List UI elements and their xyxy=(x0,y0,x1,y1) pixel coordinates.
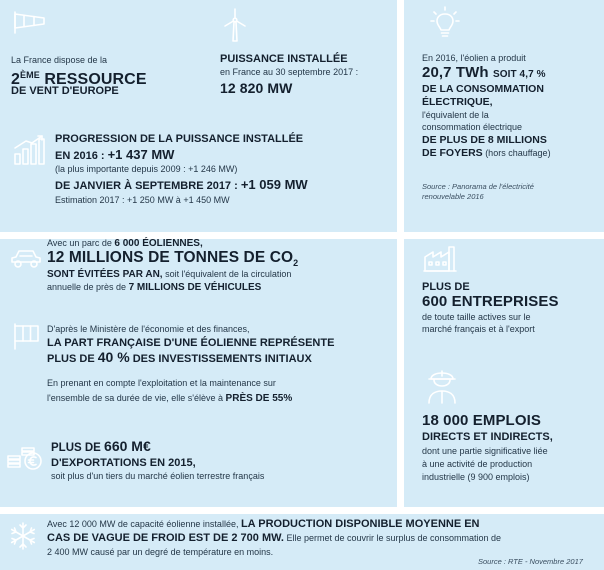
lifetime-share-text: l'ensemble de sa durée de vie, elle s'élève à xyxy=(47,393,226,403)
export-prefix: PLUS DE xyxy=(51,442,105,454)
production-equivalent-2: consommation électrique xyxy=(422,122,523,132)
resource-subtitle: DE VENT D'EUROPE xyxy=(11,85,119,97)
french-share-percent: 40 % xyxy=(97,349,130,365)
bar-chart-growth-icon xyxy=(12,134,46,166)
lifetime-share-value: PRÈS DE 55% xyxy=(225,393,293,404)
progression-2017-label: DE JANVIER À SEPTEMBRE 2017 : xyxy=(55,180,241,192)
french-share-value xyxy=(47,351,312,366)
companies-count: 600 ENTREPRISES xyxy=(422,293,559,310)
jobs-desc-2: à une activité de production xyxy=(422,459,533,469)
production-consumption: DE LA CONSOMMATION xyxy=(422,83,544,95)
lifetime-share xyxy=(47,393,292,405)
vehicles-line xyxy=(47,282,261,294)
companies-prefix: PLUS DE xyxy=(422,281,470,293)
jobs-count: 18 000 EMPLOIS xyxy=(422,412,541,429)
lifetime-intro: En prenant en compte l'exploitation et la maintenance sur xyxy=(47,378,276,388)
production-source-2: renouvelable 2016 xyxy=(422,192,484,201)
cold-wave-coverage: Elle permet de couvrir le surplus de consommation de xyxy=(283,533,502,543)
export-share: soit plus d'un tiers du marché éolien terrestre français xyxy=(51,471,265,481)
vehicles-count: 7 MILLIONS DE VÉHICULES xyxy=(128,282,262,293)
car-icon xyxy=(8,247,44,271)
jobs-desc-3: industrielle (9 900 emplois) xyxy=(422,472,530,482)
companies-desc-2: marché français et à l'export xyxy=(422,324,535,334)
production-equivalent: l'équivalent de la xyxy=(422,110,489,120)
cold-wave-value: CAS DE VAGUE DE FROID EST DE 2 700 MW. xyxy=(47,532,284,544)
french-share-title: LA PART FRANÇAISE D'UNE ÉOLIENNE REPRÉSENTE xyxy=(47,337,335,349)
lightbulb-icon xyxy=(428,5,462,41)
companies-desc-1: de toute taille actives sur le xyxy=(422,312,531,322)
co2-avoided xyxy=(47,250,298,271)
cold-wave-intro: Avec 12 000 MW de capacité éolienne installée, xyxy=(47,519,241,529)
installed-power-title: PUISSANCE INSTALLÉE xyxy=(220,53,348,65)
co2-per-year-bold: SONT ÉVITÉES PAR AN, xyxy=(47,269,163,280)
progression-2009-note: (la plus importante depuis 2009 : +1 246 MW) xyxy=(55,164,238,174)
co2-per-year xyxy=(47,269,291,281)
progression-2016-label: EN 2016 : xyxy=(55,150,108,162)
cold-wave-source: Source : RTE - Novembre 2017 xyxy=(478,557,583,566)
factory-icon xyxy=(422,243,458,273)
cold-wave-line-1 xyxy=(47,519,480,531)
co2-equivalent: soit l'équivalent de la circulation xyxy=(162,269,292,279)
installed-power-date: en France au 30 septembre 2017 : xyxy=(220,67,359,77)
export-year: D'EXPORTATIONS EN 2015, xyxy=(51,457,196,469)
households-note: (hors chauffage) xyxy=(482,148,551,158)
production-households: DE PLUS DE 8 MILLIONS xyxy=(422,134,547,146)
park-turbines: 6 000 ÉOLIENNES, xyxy=(114,238,203,249)
vehicles-intro: annuelle de près de xyxy=(47,282,129,292)
progression-2017 xyxy=(55,178,308,193)
export-amount: 660 M€ xyxy=(104,438,151,454)
production-source-1: Source : Panorama de l'électricité xyxy=(422,182,534,191)
progression-title: PROGRESSION DE LA PUISSANCE INSTALLÉE xyxy=(55,133,304,145)
progression-2016 xyxy=(55,148,174,163)
cold-wave-title: LA PRODUCTION DISPONIBLE MOYENNE EN xyxy=(240,518,480,530)
french-share-suffix: DES INVESTISSEMENTS INITIAUX xyxy=(129,353,312,365)
production-intro: En 2016, l'éolien a produit xyxy=(422,53,526,63)
production-share: SOIT 4,7 % xyxy=(492,69,546,80)
resource-rank-number: 2 xyxy=(11,71,20,88)
households-bold: DE FOYERS xyxy=(422,147,483,159)
resource-rank-suffix: ÈME xyxy=(20,70,40,80)
worker-helmet-icon xyxy=(425,366,459,404)
progression-2016-value: +1 437 MW xyxy=(107,147,175,162)
snowflake-icon xyxy=(8,521,38,551)
export-value xyxy=(51,440,151,455)
wind-turbine-icon xyxy=(220,8,250,42)
production-households-2 xyxy=(422,148,551,160)
park-intro-text: Avec un parc de xyxy=(47,238,115,248)
jobs-type: DIRECTS ET INDIRECTS, xyxy=(422,431,553,443)
production-value xyxy=(422,65,546,83)
co2-subscript: 2 xyxy=(293,258,299,269)
euro-coins-icon xyxy=(6,438,46,472)
resource-intro: La France dispose de la xyxy=(11,55,108,65)
progression-2017-value: +1 059 MW xyxy=(240,177,308,192)
installed-power-value: 12 820 MW xyxy=(220,80,293,96)
co2-avoided-value: 12 MILLIONS DE TONNES DE CO xyxy=(47,249,294,266)
ministry-intro: D'après le Ministère de l'économie et des finances, xyxy=(47,324,250,334)
cold-wave-line-3: 2 400 MW causé par un degré de température en moins. xyxy=(47,547,274,557)
park-intro xyxy=(47,238,203,250)
production-electric: ÉLECTRIQUE, xyxy=(422,96,493,108)
resource-title: RESSOURCE xyxy=(44,71,147,88)
windsock-icon xyxy=(12,10,48,34)
jobs-desc-1: dont une partie significative liée xyxy=(422,446,548,456)
progression-estimate: Estimation 2017 : +1 250 MW à +1 450 MW xyxy=(55,195,230,205)
flag-icon xyxy=(12,322,42,350)
production-twh: 20,7 TWh xyxy=(422,64,489,81)
cold-wave-line-2 xyxy=(47,533,501,545)
french-share-prefix: PLUS DE xyxy=(47,353,98,365)
